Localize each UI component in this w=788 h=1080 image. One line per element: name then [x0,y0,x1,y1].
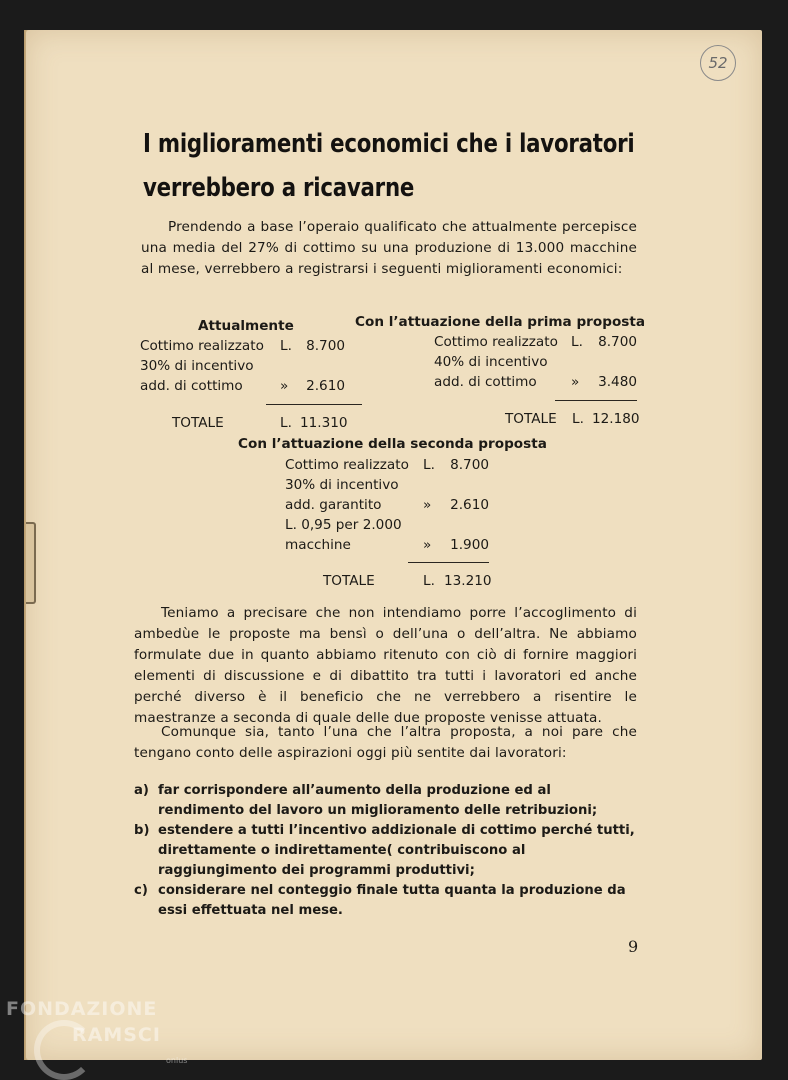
intro-paragraph: Prendendo a base l’operaio qualificato che attualmente percepisce una media del 27% di cottimo su una produzione di 13.000 macchine al mese, verrebbero a registrarsi i seguenti miglioramenti economici: [141,219,637,277]
row-label: add. garantito [285,497,382,513]
row-amount: 1.900 [450,537,489,553]
row-symbol: L. [571,334,583,350]
second-proposal-heading: Con l’attuazione della seconda proposta [238,436,547,452]
first-proposal-heading: Con l’attuazione della prima proposta [355,314,646,330]
row-label: Cottimo realizzato [140,338,264,354]
list-item [134,781,638,821]
page-number: 9 [628,937,639,956]
list-item-letter: a) [134,783,149,798]
archive-watermark [6,996,188,1065]
row-symbol: L. [280,338,292,354]
row-amount: 8.700 [450,457,489,473]
list-item-text: considerare nel conteggio finale tutta quanta la produzione da essi effettuata nel mese. [158,883,626,918]
second-proposal-row [285,455,489,475]
list-item [134,881,638,921]
row-label: 40% di incentivo [434,354,548,370]
current-sum-rule [266,404,362,405]
row-label: L. 0,95 per 2.000 [285,517,402,533]
row-label: Cottimo realizzato [434,334,558,350]
row-amount: 8.700 [598,334,637,350]
first-proposal-sum-rule [555,400,637,401]
aspirations-list [134,781,638,921]
first-proposal-total-amount: 12.180 [592,411,640,427]
second-proposal-row [285,515,489,535]
row-label: 30% di incentivo [285,477,399,493]
second-proposal-row [285,475,489,495]
staple [26,522,36,604]
row-amount: 2.610 [450,497,489,513]
second-proposal-table [285,455,489,555]
list-item-letter: c) [134,883,148,898]
first-proposal-row [434,352,637,372]
current-row [140,336,345,356]
list-item-text: estendere a tutti l’incentivo addizionale di cottimo perché tutti, direttamente o indirettamente( contribuiscono al raggiungimento dei programmi produttivi; [158,823,635,878]
clarification-paragraph: Teniamo a precisare che non intendiamo porre l’accoglimento di ambedùe le proposte ma bensì o dell’una o dell’altra. Ne abbiamo formulate due in quanto abbiamo ritenuto con ciò di fornire maggiori elementi di discussione e di dibattito tra tutti i lavoratori ed anche perché diverso è il beneficio che ne verrebbero a risentire le maestranze a seconda di quale delle due proposte venisse attuata. [134,605,637,726]
watermark-line-2: RAMSCI [72,1024,161,1046]
row-symbol: » [423,497,432,513]
current-row [140,356,345,376]
list-item-letter: b) [134,823,150,838]
row-label: Cottimo realizzato [285,457,409,473]
row-label: macchine [285,537,351,553]
current-total-symbol: L. [280,415,292,431]
first-proposal-row [434,372,637,392]
first-proposal-total-label: TOTALE [505,411,557,427]
current-total-label: TOTALE [172,415,224,431]
row-label: add. di cottimo [140,378,243,394]
row-symbol: » [280,378,289,394]
row-label: 30% di incentivo [140,358,254,374]
title-line-1: I miglioramenti economici che i lavoratori [143,129,635,159]
second-proposal-total-symbol: L. [423,573,435,589]
current-heading: Attualmente [198,318,294,334]
current-total-amount: 11.310 [300,415,348,431]
row-symbol: » [423,537,432,553]
first-proposal-table [434,332,637,392]
conclusion-paragraph: Comunque sia, tanto l’una che l’altra proposta, a noi pare che tengano conto delle aspirazioni oggi più sentite dai lavoratori: [134,724,637,761]
row-label: add. di cottimo [434,374,537,390]
row-symbol: » [571,374,580,390]
first-proposal-row [434,332,637,352]
list-item [134,821,638,881]
second-proposal-sum-rule [408,562,489,563]
list-item-text: far corrispondere all’aumento della produzione ed al rendimento del lavoro un miglioramento delle retribuzioni; [158,783,598,818]
current-table [140,336,345,396]
row-amount: 3.480 [598,374,637,390]
row-amount: 2.610 [306,378,345,394]
archive-number-stamp: 52 [700,45,736,81]
page-title [143,122,635,210]
title-line-2: verrebbero a ricavarne [143,173,415,203]
current-row [140,376,345,396]
watermark-line-3: onlus [166,1056,188,1065]
row-symbol: L. [423,457,435,473]
row-amount: 8.700 [306,338,345,354]
first-proposal-total-symbol: L. [572,411,584,427]
second-proposal-total-label: TOTALE [323,573,375,589]
watermark-line-1: FONDAZIONE [6,998,158,1020]
second-proposal-row [285,535,489,555]
second-proposal-total-amount: 13.210 [444,573,492,589]
second-proposal-row [285,495,489,515]
